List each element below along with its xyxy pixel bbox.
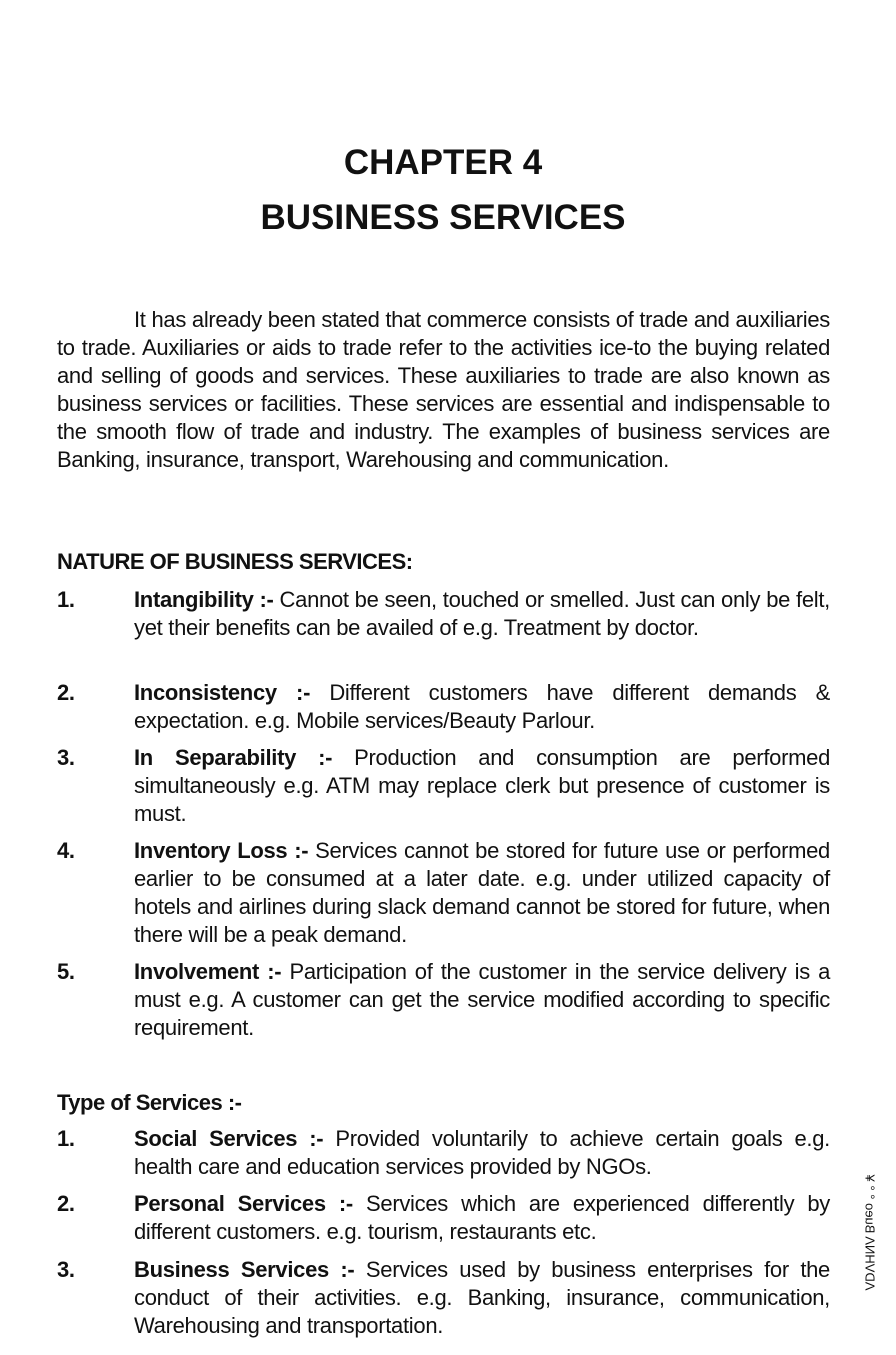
list-item (57, 744, 830, 828)
list-item (57, 1190, 830, 1246)
list-item (57, 958, 830, 1042)
side-mark-text: ΛDVΗΝΛ Bueo ° ° ¥ (862, 1174, 878, 1291)
types-heading: Type of Services :- (57, 1090, 242, 1115)
intro-paragraph (57, 306, 830, 474)
item-text: Services cannot be stored for future use or performed earlier to be consumed at a later date. e.g. under utilized capacity of hotels and airlines during slack demand cannot be stored for future, when there will be a peak demand. (134, 838, 830, 947)
item-text: Services used by business enterprises for the conduct of their activities. e.g. Banking, insurance, communication, Warehousing and transportation. (134, 1257, 830, 1338)
item-number: 2. (57, 1191, 75, 1216)
item-text: Different customers have different demands & expectation. e.g. Mobile services/Beauty Parlour. (134, 680, 830, 733)
item-number: 3. (57, 1257, 75, 1282)
item-number: 1. (57, 587, 75, 612)
intro-text: It has already been stated that commerce consists of trade and auxiliaries to trade. Auxiliaries or aids to trade refer to the activities ice-to the buying related and selling of goods and services. These auxiliaries to trade are also known as business services or facilities. These services are essential and indispensable to the smooth flow of trade and industry. The examples of business services are Banking, insurance, transport, Warehousing and communication. (57, 307, 830, 472)
item-term: Personal Services :- (134, 1191, 353, 1216)
item-term: Business Services :- (134, 1257, 355, 1282)
nature-heading: NATURE OF BUSINESS SERVICES: (57, 549, 413, 574)
list-item (57, 837, 830, 949)
chapter-number: CHAPTER 4 (343, 143, 543, 182)
item-number: 1. (57, 1126, 75, 1151)
item-term: Involvement :- (134, 959, 282, 984)
item-number: 5. (57, 959, 75, 984)
item-term: Inconsistency :- (134, 680, 311, 705)
chapter-title: BUSINESS SERVICES (260, 198, 626, 237)
item-text: Provided voluntarily to achieve certain goals e.g. health care and education services provided by NGOs. (134, 1126, 830, 1179)
item-term: Intangibility :- (134, 587, 274, 612)
item-text: Services which are experienced differently by different customers. e.g. tourism, restaurants etc. (134, 1191, 830, 1244)
item-number: 3. (57, 745, 75, 770)
list-item (57, 586, 830, 642)
item-number: 2. (57, 680, 75, 705)
item-text: Production and consumption are performed simultaneously e.g. ATM may replace clerk but presence of customer is must. (134, 745, 830, 826)
item-text: Participation of the customer in the service delivery is a must e.g. A customer can get the service modified according to specific requirement. (134, 959, 831, 1040)
list-item (57, 679, 830, 735)
side-watermark (855, 1128, 885, 1298)
item-term: Social Services :- (134, 1126, 324, 1151)
list-item (57, 1256, 830, 1340)
list-item (57, 1125, 830, 1181)
item-number: 4. (57, 838, 75, 863)
item-term: Inventory Loss :- (134, 838, 309, 863)
item-term: In Separability :- (134, 745, 333, 770)
item-text: Cannot be seen, touched or smelled. Just can only be felt, yet their benefits can be availed of e.g. Treatment by doctor. (134, 587, 830, 640)
